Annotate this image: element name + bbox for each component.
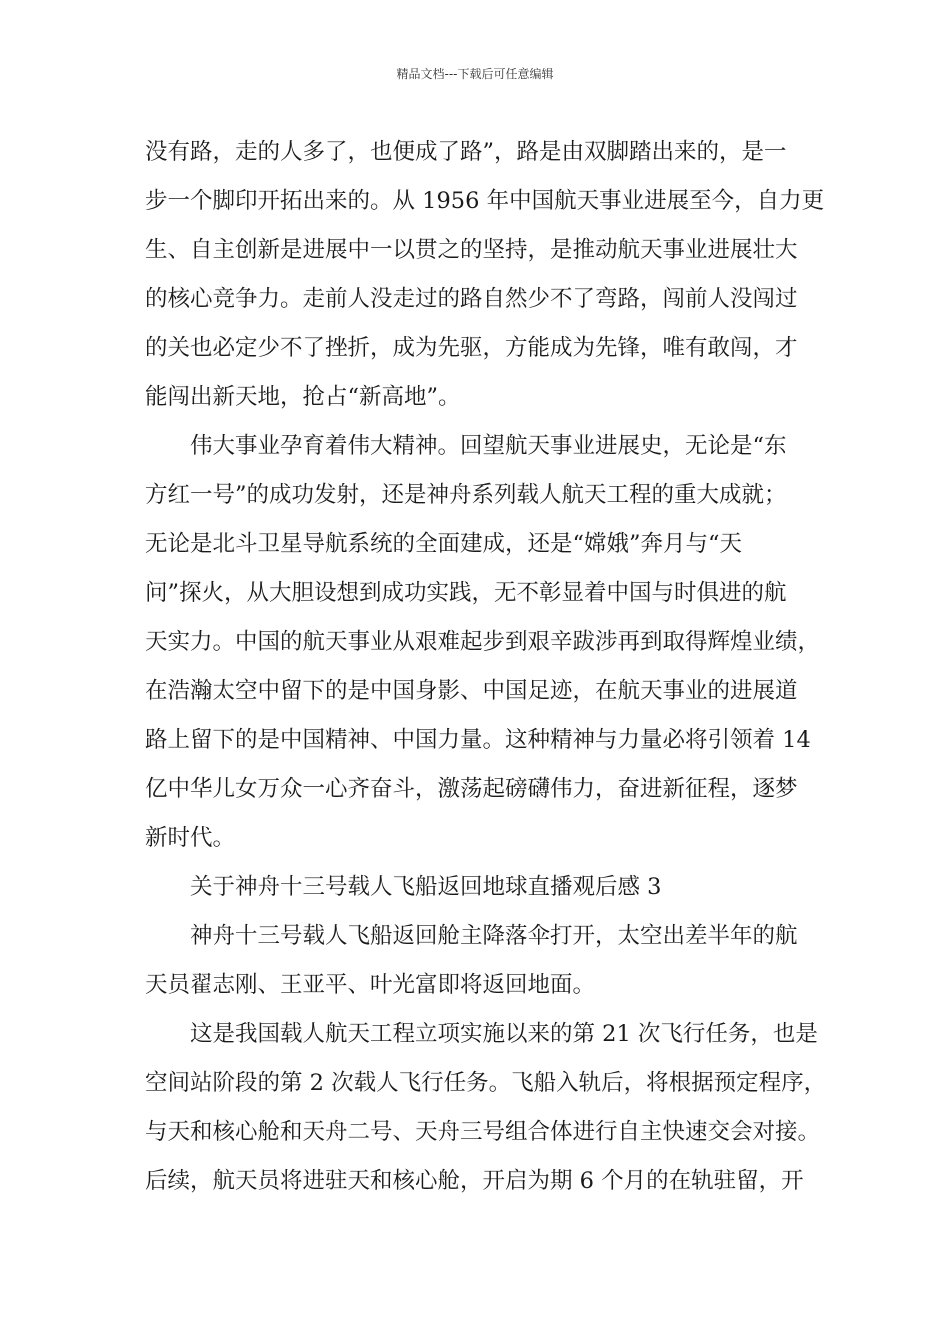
text-line: 的核心竞争力。走前人没走过的路自然少不了弯路，闯前人没闯过 xyxy=(145,286,798,312)
text-line: 方红一号”的成功发射，还是神舟系列载人航天工程的重大成就； xyxy=(145,482,787,508)
text-line: 能闯出新天地，抢占“新高地”。 xyxy=(145,384,461,410)
text-line: 没有路，走的人多了，也便成了路”，路是由双脚踏出来的，是一 xyxy=(145,139,787,165)
text-line: 这是我国载人航天工程立项实施以来的第 21 次飞行任务，也是 xyxy=(190,1021,818,1047)
text-line: 伟大事业孕育着伟大精神。回望航天事业进展史，无论是“东 xyxy=(190,433,787,459)
text-line: 天实力。中国的航天事业从艰难起步到艰辛跋涉再到取得辉煌业绩， xyxy=(145,629,821,655)
text-line: 天员翟志刚、王亚平、叶光富即将返回地面。 xyxy=(145,972,596,998)
text-line: 亿中华儿女万众一心齐奋斗，激荡起磅礴伟力，奋进新征程，逐梦 xyxy=(145,776,798,802)
text-line: 路上留下的是中国精神、中国力量。这种精神与力量必将引领着 14 xyxy=(145,727,811,753)
text-line: 问”探火，从大胆设想到成功实践，无不彰显着中国与时俱进的航 xyxy=(145,580,787,606)
text-line: 神舟十三号载人飞船返回舱主降落伞打开，太空出差半年的航 xyxy=(190,923,798,949)
text-line: 在浩瀚太空中留下的是中国身影、中国足迹，在航天事业的进展道 xyxy=(145,678,798,704)
text-line: 的关也必定少不了挫折，成为先驱，方能成为先锋，唯有敢闯，才 xyxy=(145,335,798,361)
text-line: 空间站阶段的第 2 次载人飞行任务。飞船入轨后，将根据预定程序， xyxy=(145,1070,827,1096)
text-line: 生、自主创新是进展中一以贯之的坚持，是推动航天事业进展壮大 xyxy=(145,237,798,263)
text-line: 关于神舟十三号载人飞船返回地球直播观后感 3 xyxy=(190,874,662,900)
text-line: 步一个脚印开拓出来的。从 1956 年中国航天事业进展至今，自力更 xyxy=(145,188,825,214)
text-line: 与天和核心舱和天舟二号、天舟三号组合体进行自主快速交会对接。 xyxy=(145,1119,821,1145)
page-header: 精品文档---下载后可任意编辑 xyxy=(396,67,554,81)
text-line: 新时代。 xyxy=(145,825,236,851)
text-line: 后续，航天员将进驻天和核心舱，开启为期 6 个月的在轨驻留，开 xyxy=(145,1168,804,1194)
text-line: 无论是北斗卫星导航系统的全面建成，还是“嫦娥”奔月与“天 xyxy=(145,531,743,557)
document-body xyxy=(145,128,827,1206)
